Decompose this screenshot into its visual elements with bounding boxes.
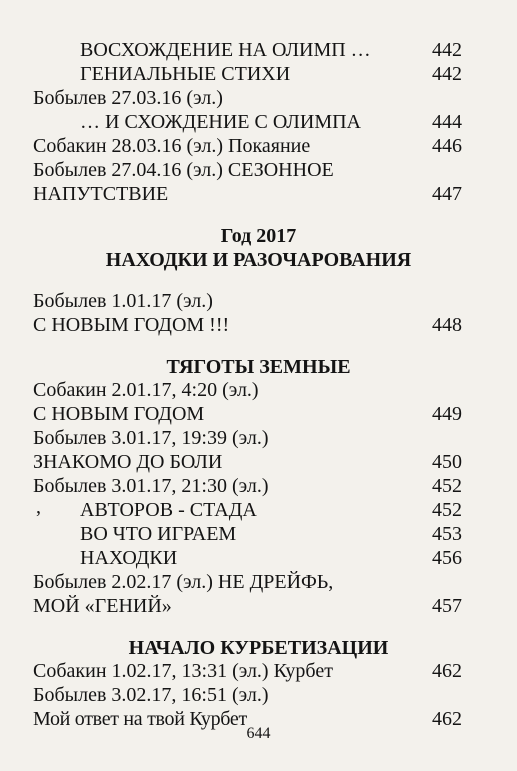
toc-entry-page: 452 — [432, 475, 462, 497]
section-heading-earthly: ТЯГОТЫ ЗЕМНЫЕ — [166, 356, 351, 378]
toc-entry-text: С НОВЫМ ГОДОМ — [33, 403, 205, 425]
section-heading-finds: НАХОДКИ И РАЗОЧАРОВАНИЯ — [105, 249, 412, 271]
toc-entry-page: 456 — [432, 547, 462, 569]
toc-entry-text: Бобылев 3.02.17, 16:51 (эл.) — [33, 684, 269, 706]
toc-entry-text: С НОВЫМ ГОДОМ !!! — [33, 314, 230, 336]
toc-entry-text: НАХОДКИ — [80, 547, 178, 569]
toc-entry-page: 462 — [432, 708, 462, 730]
toc-entry-text: … И СХОЖДЕНИЕ С ОЛИМПА — [80, 111, 361, 133]
toc-entry-page: 442 — [432, 39, 462, 61]
toc-entry-text: АВТОРОВ - СТАДА — [80, 499, 257, 521]
toc-entry-page: 453 — [432, 523, 462, 545]
toc-entry-page: 448 — [432, 314, 462, 336]
toc-entry-text: МОЙ «ГЕНИЙ» — [33, 595, 172, 617]
toc-entry-text: Бобылев 2.02.17 (эл.) НЕ ДРЕЙФЬ, — [33, 571, 334, 593]
toc-entry-page: 444 — [432, 111, 462, 133]
toc-entry-page: 450 — [432, 451, 462, 473]
toc-entry-text: Мой ответ на твой Курбет — [33, 708, 247, 730]
toc-entry-page: 452 — [432, 499, 462, 521]
toc-entry-page: 447 — [432, 183, 462, 205]
toc-entry-text: Бобылев 3.01.17, 19:39 (эл.) — [33, 427, 269, 449]
toc-entry-text: Собакин 1.02.17, 13:31 (эл.) Курбет — [33, 660, 333, 682]
toc-entry-text: Собакин 2.01.17, 4:20 (эл.) — [33, 379, 259, 401]
toc-entry-text: ГЕНИАЛЬНЫЕ СТИХИ — [80, 63, 291, 85]
toc-entry-page: 446 — [432, 135, 462, 157]
toc-entry-page: 462 — [432, 660, 462, 682]
toc-entry-text: Собакин 28.03.16 (эл.) Покаяние — [33, 135, 311, 157]
toc-entry-text: Бобылев 27.03.16 (эл.) — [33, 87, 223, 109]
page-number: 644 — [246, 725, 271, 742]
toc-entry-text: ЗНАКОМО ДО БОЛИ — [33, 451, 223, 473]
toc-entry-text: ВО ЧТО ИГРАЕМ — [80, 523, 237, 545]
section-heading-kurbet: НАЧАЛО КУРБЕТИЗАЦИИ — [128, 637, 389, 659]
toc-entry-page: 442 — [432, 63, 462, 85]
toc-entry-text: Бобылев 1.01.17 (эл.) — [33, 290, 213, 312]
toc-entry-text: Бобылев 27.04.16 (эл.) СЕЗОННОЕ — [33, 159, 334, 181]
bullet-mark: , — [36, 496, 41, 518]
section-year-heading: Год 2017 — [220, 225, 297, 247]
toc-entry-page: 449 — [432, 403, 462, 425]
toc-entry-text: Бобылев 3.01.17, 21:30 (эл.) — [33, 475, 269, 497]
toc-entry-text: ВОСХОЖДЕНИЕ НА ОЛИМП … — [80, 39, 371, 61]
toc-entry-text: НАПУТСТВИЕ — [33, 183, 169, 205]
toc-entry-page: 457 — [432, 595, 462, 617]
